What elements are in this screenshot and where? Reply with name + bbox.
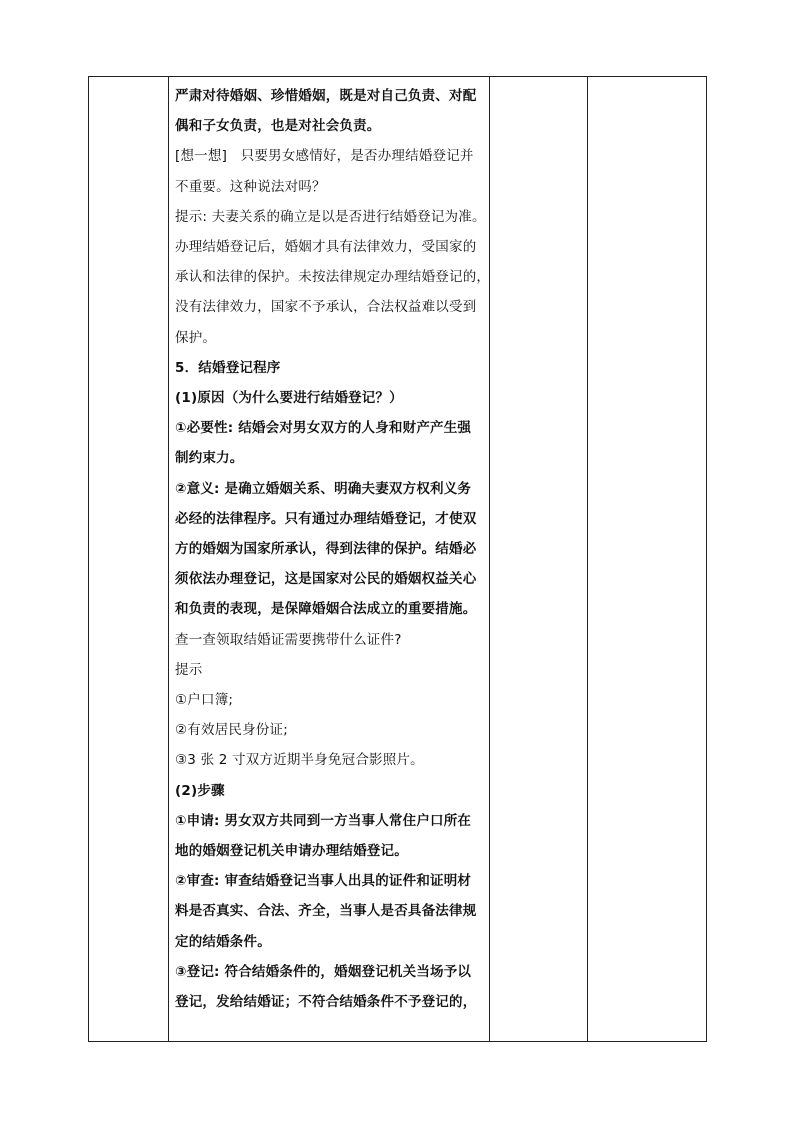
text-line: ①户口簿; — [175, 692, 234, 709]
text-line: 制约束力。 — [175, 450, 244, 467]
text-line: [想一想] 只要男女感情好，是否办理结婚登记并 — [175, 148, 474, 165]
text-line: 没有法律效力，国家不予承认，合法权益难以受到 — [175, 299, 477, 316]
main-text — [169, 77, 489, 1017]
text-line: 定的结婚条件。 — [175, 933, 271, 950]
text-line: 严肃对待婚姻、珍惜婚姻，既是对自己负责、对配 — [175, 88, 477, 104]
text-line: 和负责的表现，是保障婚姻合法成立的重要措施。 — [175, 601, 477, 618]
content-table — [88, 76, 707, 1042]
text-line: 提示: 夫妻关系的确立是以是否进行结婚登记为准。 — [175, 208, 486, 225]
text-line: 地的婚姻登记机关申请办理结婚登记。 — [175, 843, 408, 860]
text-line: 承认和法律的保护。未按法律规定办理结婚登记的， — [175, 269, 491, 286]
text-line: ①申请: 男女双方共同到一方当事人常住户口所在 — [175, 812, 472, 829]
text-line: 查一查领取结婚证需要携带什么证件? — [175, 631, 402, 648]
text-line: 方的婚姻为国家所承认，得到法律的保护。结婚必 — [175, 541, 477, 558]
empty-cell-right — [588, 77, 707, 1042]
main-text-cell — [169, 77, 490, 1042]
text-line: (1)原因（为什么要进行结婚登记？） — [175, 390, 403, 407]
text-line: 提示 — [175, 661, 203, 678]
text-line: 料是否真实、合法、齐全，当事人是否具备法律规 — [175, 903, 477, 920]
text-line: 须依法办理登记，这是国家对公民的婚姻权益关心 — [175, 571, 477, 588]
empty-cell-middle — [490, 77, 588, 1042]
text-line: 登记，发给结婚证；不符合结婚条件不予登记的， — [175, 994, 477, 1011]
text-line: 办理结婚登记后，婚姻才具有法律效力，受国家的 — [175, 239, 477, 256]
text-line: ③登记: 符合结婚条件的，婚姻登记机关当场予以 — [175, 963, 472, 980]
text-line: 5．结婚登记程序 — [175, 359, 281, 376]
text-line: ①必要性: 结婚会对男女双方的人身和财产产生强 — [175, 420, 472, 437]
text-line: 不重要。这种说法对吗？ — [175, 178, 326, 195]
empty-cell-left — [89, 77, 169, 1042]
text-line: (2)步骤 — [175, 782, 225, 799]
text-line: ②意义: 是确立婚姻关系、明确夫妻双方权利义务 — [175, 480, 472, 497]
text-line: 保护。 — [175, 329, 217, 346]
text-line: ②审查: 审查结婚登记当事人出具的证件和证明材 — [175, 873, 472, 890]
text-line: ②有效居民身份证; — [175, 722, 288, 739]
text-line: ③3 张 2 寸双方近期半身免冠合影照片。 — [175, 752, 424, 769]
text-line: 必经的法律程序。只有通过办理结婚登记，才使双 — [175, 510, 477, 527]
text-line: 偶和子女负责，也是对社会负责。 — [175, 118, 381, 135]
table-row — [89, 77, 707, 1042]
